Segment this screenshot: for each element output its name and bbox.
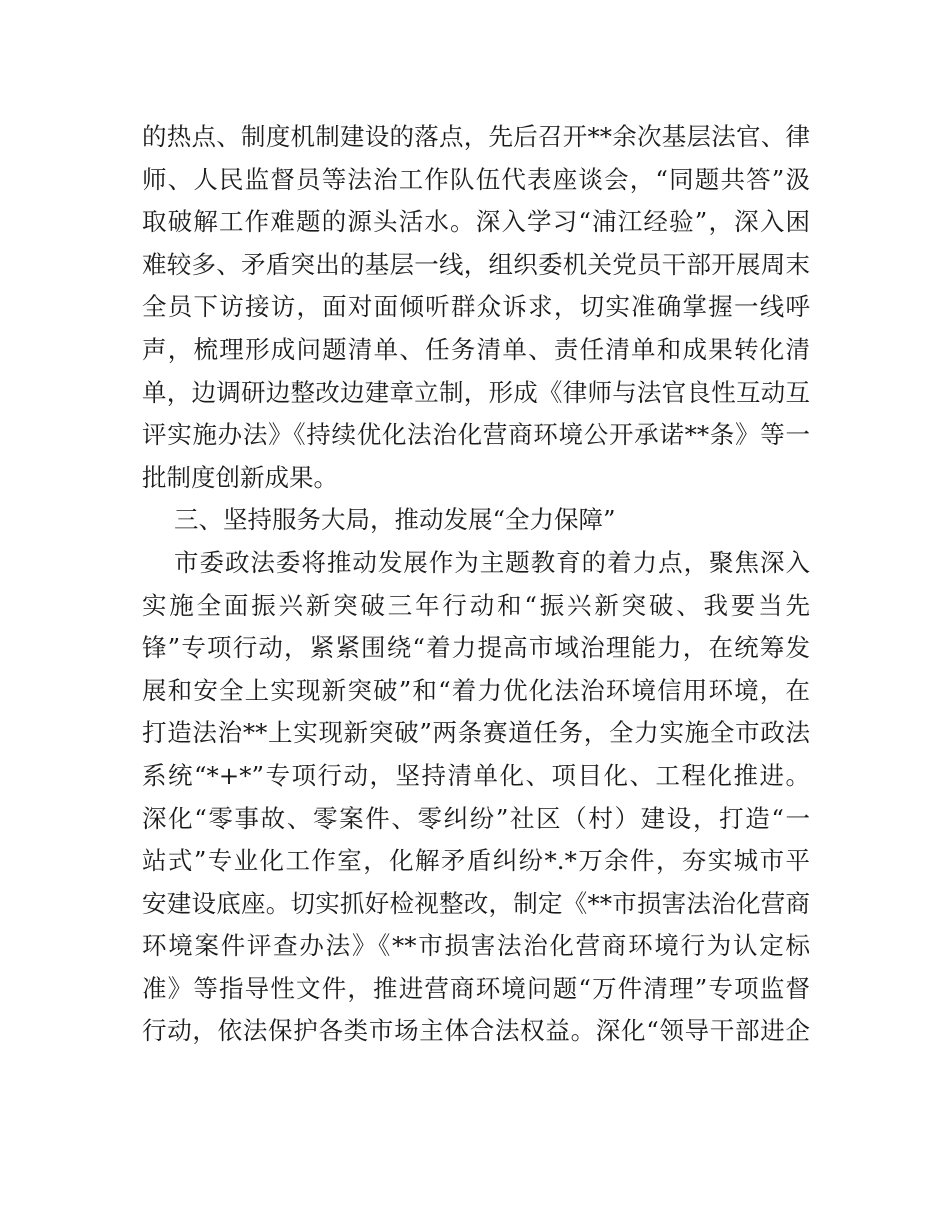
- text-line: 声，梳理形成问题清单、任务清单、责任清单和成果转化清: [142, 334, 810, 364]
- text-line: 打造法治**上实现新突破”两条赛道任务，全力实施全市政法: [142, 718, 810, 748]
- text-line: 难较多、矛盾突出的基层一线，组织委机关党员干部开展周末: [142, 249, 810, 279]
- text-line: 实施全面振兴新突破三年行动和“振兴新突破、我要当先: [142, 590, 810, 620]
- text-line: 全员下访接访，面对面倾听群众诉求，切实准确掌握一线呼: [142, 292, 810, 322]
- text-line: 单，边调研边整改边建章立制，形成《律师与法官良性互动互: [142, 377, 810, 407]
- text-line: 锋”专项行动，紧紧围绕“着力提高市域治理能力，在统筹发: [142, 633, 810, 663]
- text-line: 系统“*+*”专项行动，坚持清单化、项目化、工程化推进。: [142, 760, 810, 790]
- text-line: 评实施办法》《持续优化法治化营商环境公开承诺**条》等一: [142, 420, 810, 450]
- text-line: 站式”专业化工作室，化解矛盾纠纷*.*万余件，夯实城市平: [142, 846, 810, 876]
- text-line: 取破解工作难题的源头活水。深入学习“浦江经验”，深入困: [142, 207, 810, 237]
- text-line: 安建设底座。切实抓好检视整改，制定《**市损害法治化营商: [142, 888, 810, 918]
- text-line: 准》等指导性文件，推进营商环境问题“万件清理”专项监督: [142, 973, 810, 1003]
- text-line: 市委政法委将推动发展作为主题教育的着力点，聚焦深入: [174, 547, 810, 577]
- text-line: 环境案件评查办法》《**市损害法治化营商环境行为认定标: [142, 931, 810, 961]
- section-heading: 三、坚持服务大局，推动发展“全力保障”: [174, 505, 616, 535]
- text-line: 批制度创新成果。: [142, 462, 338, 492]
- text-line: 师、人民监督员等法治工作队伍代表座谈会，“同题共答”汲: [142, 164, 810, 194]
- text-line: 展和安全上实现新突破”和“着力优化法治环境信用环境，在: [142, 675, 810, 705]
- text-line: 的热点、制度机制建设的落点，先后召开**余次基层法官、律: [142, 122, 810, 151]
- body-text: [142, 116, 810, 1053]
- text-line: 行动，依法保护各类市场主体合法权益。深化“领导干部进企: [142, 1016, 810, 1046]
- text-line: 深化“零事故、零案件、零纠纷”社区（村）建设，打造“一: [142, 803, 810, 833]
